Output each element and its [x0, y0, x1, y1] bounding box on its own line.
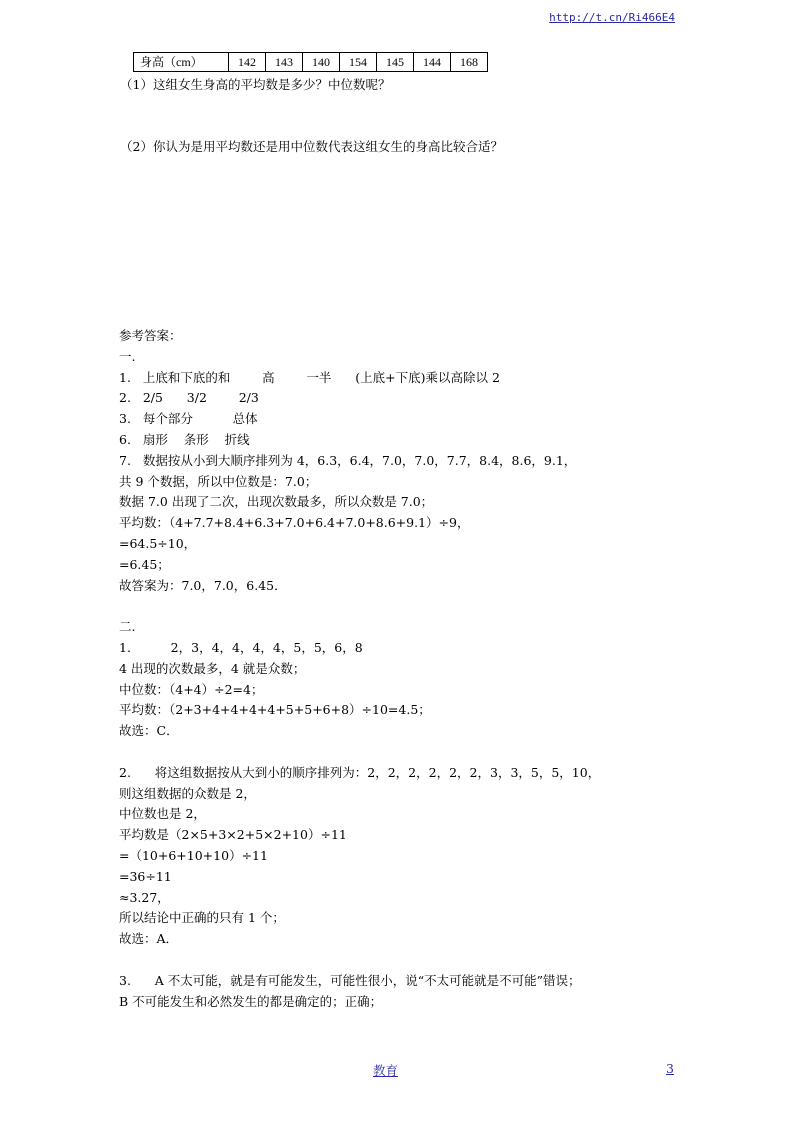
table-cell: 144 — [414, 53, 451, 72]
answer-line: 平均数：（2+3+4+4+4+4+5+5+6+8）÷10=4.5； — [119, 702, 431, 718]
answer-line: 3. 每个部分 总体 — [119, 411, 258, 427]
answer-line: 4 出现的次数最多，4 就是众数； — [119, 660, 306, 676]
blank-line — [119, 742, 679, 763]
answer-line: =36÷11 — [119, 868, 172, 884]
answer-line: =（10+6+10+10）÷11 — [119, 847, 268, 863]
answer-line: 所以结论中正确的只有 1 个； — [119, 910, 285, 926]
answer-line: 数据 7.0 出现了二次，出现次数最多，所以众数是 7.0； — [119, 494, 434, 510]
page-number: 3 — [666, 1061, 674, 1076]
answer-section — [119, 326, 679, 1012]
answer-line: 7. 数据按从小到大顺序排列为 4，6.3，6.4，7.0，7.0，7.7，8.4，8.6，9.1， — [119, 452, 577, 468]
table-cell: 168 — [451, 53, 488, 72]
question-2: （2）你认为是用平均数还是用中位数代表这组女生的身高比较合适？ — [120, 139, 503, 154]
answer-line: 平均数：（4+7.7+8.4+6.3+7.0+6.4+7.0+8.6+9.1）÷9， — [119, 515, 470, 531]
answer-line: 中位数：（4+4）÷2=4； — [119, 681, 264, 697]
answer-line: 1. 上底和下底的和 高 一半 (上底+下底)乘以高除以 2 — [119, 369, 500, 385]
table-header-cell: 身高（cm） — [134, 53, 229, 72]
answer-line: 6. 扇形 条形 折线 — [119, 431, 250, 447]
answer-line: 2. 2/5 3/2 2/3 — [119, 390, 259, 406]
answer-line: 2. 将这组数据按从大到小的顺序排列为：2，2，2，2，2，2，3，3，5，5，10， — [119, 764, 601, 780]
blank-line — [119, 596, 679, 617]
answer-line: 则这组数据的众数是 2， — [119, 785, 256, 801]
blank-line — [119, 950, 679, 971]
answer-line: 1. 2，3，4，4，4，4，5，5，6，8 — [119, 639, 363, 655]
answer-line: 故选：A． — [119, 931, 179, 947]
answer-line: 故选：C． — [119, 723, 179, 739]
answer-line: =64.5÷10， — [119, 535, 197, 551]
section-title: 一. — [119, 348, 136, 364]
answer-line: 中位数也是 2， — [119, 806, 206, 822]
table-cell: 142 — [229, 53, 266, 72]
footer-link[interactable]: 教育 — [373, 1063, 399, 1078]
table-cell: 145 — [377, 53, 414, 72]
answer-line: 共 9 个数据，所以中位数是：7.0； — [119, 473, 318, 489]
answer-line: B 不可能发生和必然发生的都是确定的；正确； — [119, 993, 383, 1009]
table-cell: 154 — [340, 53, 377, 72]
question-1: （1）这组女生身高的平均数是多少？中位数呢？ — [120, 77, 391, 92]
answer-line: =6.45； — [119, 556, 170, 572]
table-cell: 140 — [303, 53, 340, 72]
answer-line: 故答案为：7.0，7.0，6.45． — [119, 577, 287, 593]
answer-line: ≈3.27， — [119, 889, 170, 905]
header-url-link[interactable]: http://t.cn/Ri466E4 — [549, 11, 675, 24]
height-table — [133, 52, 488, 72]
section-title: 二. — [119, 619, 136, 635]
table-cell: 143 — [266, 53, 303, 72]
answer-line: 3. A 不太可能，就是有可能发生，可能性很小，说“不太可能就是不可能”错误； — [119, 972, 581, 988]
answer-line: 平均数是（2×5+3×2+5×2+10）÷11 — [119, 827, 347, 843]
answer-heading: 参考答案： — [119, 328, 182, 343]
table-row — [134, 53, 488, 72]
